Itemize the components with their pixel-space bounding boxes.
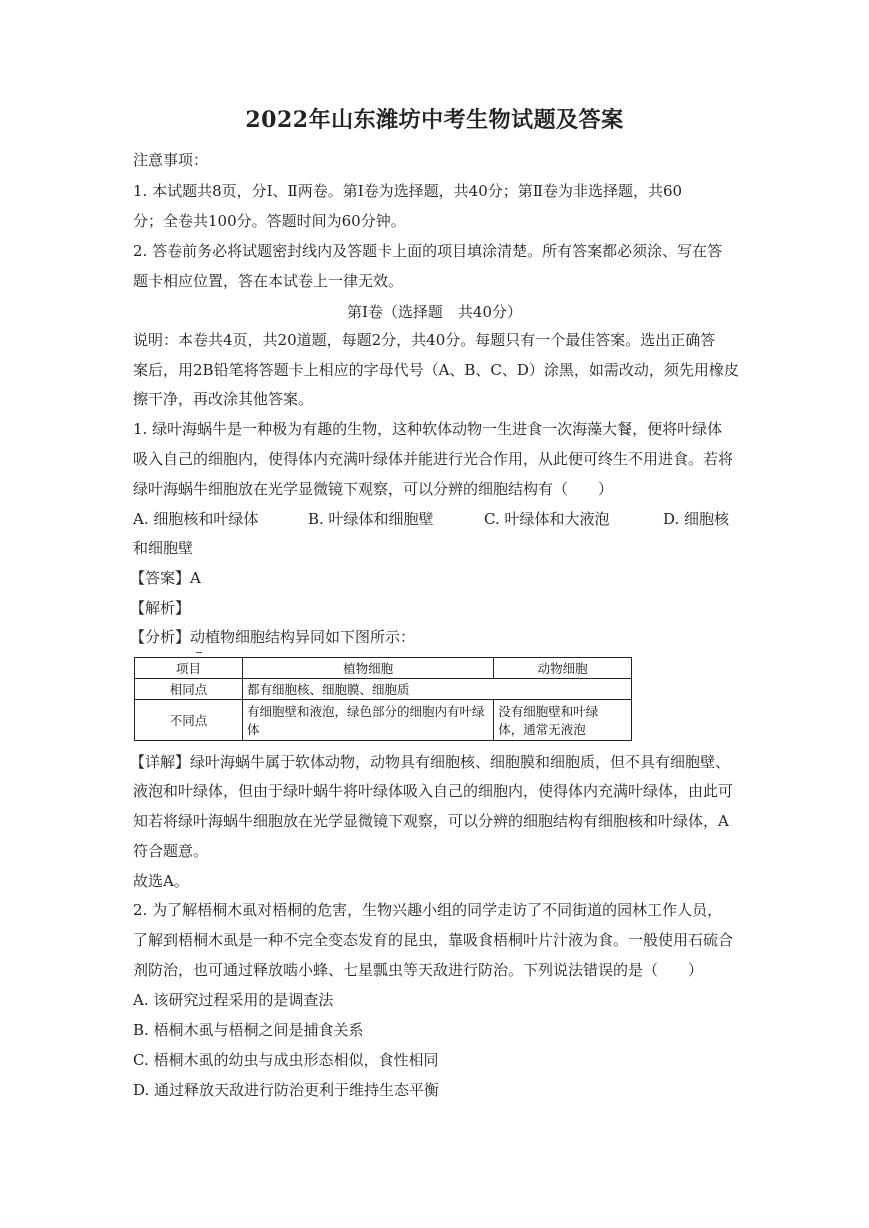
question-1-line2: 吸入自己的细胞内，使得体内充满叶绿体并能进行光合作用，从此便可终生不用进食。若将 [133, 450, 734, 468]
question-2-option-d: D. 通过释放天敌进行防治更利于维持生态平衡 [133, 1081, 440, 1099]
table-cell-line: 没有细胞壁和叶绿 [498, 704, 599, 719]
table-header-row [135, 658, 632, 679]
question-1-conclusion: 故选A。 [133, 872, 189, 890]
question-1-option-d-continued: 和细胞壁 [133, 539, 194, 557]
cell-comparison-table [134, 657, 632, 741]
notice-2-line1: 2. 答卷前务必将试题密封线内及答题卡上面的项目填涂清楚。所有答案都必须涂、写在答 [133, 242, 723, 260]
question-1-option-c: C. 叶绿体和大液泡 [484, 510, 610, 528]
notice-2-line2: 题卡相应位置，答在本试卷上一律无效。 [133, 272, 404, 290]
table-row [135, 679, 632, 700]
table-cell [494, 700, 632, 741]
table-cell: 都有细胞核、细胞膜、细胞质 [242, 679, 631, 700]
question-1-detail-line4: 符合题意。 [133, 842, 209, 860]
question-2-option-a: A. 该研究过程采用的是调查法 [133, 991, 334, 1009]
table-row-label: 相同点 [135, 679, 243, 700]
question-1-detail-line2: 液泡和叶绿体，但由于绿叶蜗牛将叶绿体吸入自己的细胞内，使得体内充满叶绿体，由此可 [133, 782, 734, 800]
section-heading: 第Ⅰ卷（选择题 共40分） [346, 303, 522, 321]
question-1-option-a: A. 细胞核和叶绿体 [133, 510, 259, 528]
table-header-cell: 动物细胞 [494, 658, 632, 679]
notice-1-line1: 1. 本试题共8页，分Ⅰ、Ⅱ两卷。第Ⅰ卷为选择题，共40分；第Ⅱ卷为非选择题，共60 [133, 182, 683, 200]
question-2-option-c: C. 梧桐木虱的幼虫与成虫形态相似，食性相同 [133, 1051, 439, 1069]
notice-1-line2: 分；全卷共100分。答题时间为60分钟。 [133, 212, 406, 230]
question-2-line2: 了解到梧桐木虱是一种不完全变态发育的昆虫，靠吸食梧桐叶片汁液为食。一般使用石硫合 [133, 931, 734, 949]
question-1-option-d: D. 细胞核 [663, 510, 730, 528]
document-title: 2022年山东潍坊中考生物试题及答案 [245, 107, 624, 133]
instruction-line3: 擦干净，再改涂其他答案。 [133, 390, 314, 408]
question-1-option-b: B. 叶绿体和细胞壁 [308, 510, 434, 528]
instruction-line2: 案后，用2B铅笔将答题卡上相应的字母代号（A、B、C、D）涂黑，如需改动，须先用橡皮 [133, 361, 739, 379]
question-2-line3: 剂防治，也可通过释放啮小蜂、七星瓢虫等天敌进行防治。下列说法错误的是（ ） [133, 961, 704, 979]
question-1-detail-line1: 【详解】绿叶海蜗牛属于软体动物，动物具有细胞核、细胞膜和细胞质，但不具有细胞壁、 [130, 753, 731, 771]
instruction-line1: 说明：本卷共4页，共20道题，每题2分，共40分。每题只有一个最佳答案。选出正确答 [133, 331, 716, 349]
table-row [135, 700, 632, 741]
question-1-analysis-intro: 【分析】动植物细胞结构异同如下图所示： [130, 628, 416, 646]
table-cell-line: 体 [246, 722, 260, 737]
question-1-detail-line3: 知若将绿叶海蜗牛细胞放在光学显微镜下观察，可以分辨的细胞结构有细胞核和叶绿体，A [133, 812, 729, 830]
table-cell-line: 体，通常无液泡 [498, 722, 586, 737]
table-cell-line: 有细胞壁和液泡，绿色部分的细胞内有叶绿 [246, 704, 485, 719]
question-1-answer: 【答案】A [130, 569, 201, 587]
table-header-cell: 项目 [135, 658, 243, 679]
question-1-analysis-label: 【解析】 [130, 599, 191, 617]
table-row-label: 不同点 [135, 700, 243, 741]
table-cell [242, 700, 493, 741]
notice-heading: 注意事项： [133, 151, 209, 169]
table-header-cell: 植物细胞 [242, 658, 493, 679]
question-1-line1: 1. 绿叶海蜗牛是一种极为有趣的生物，这种软体动物一生进食一次海藻大餐，便将叶绿体 [133, 420, 723, 438]
scan-mark [196, 652, 202, 653]
question-1-line3: 绿叶海蜗牛细胞放在光学显微镜下观察，可以分辨的细胞结构有（ ） [133, 480, 614, 498]
question-2-line1: 2. 为了解梧桐木虱对梧桐的危害，生物兴趣小组的同学走访了不同街道的园林工作人员， [133, 901, 723, 919]
question-1-options [133, 508, 743, 528]
question-2-option-b: B. 梧桐木虱与梧桐之间是捕食关系 [133, 1021, 364, 1039]
